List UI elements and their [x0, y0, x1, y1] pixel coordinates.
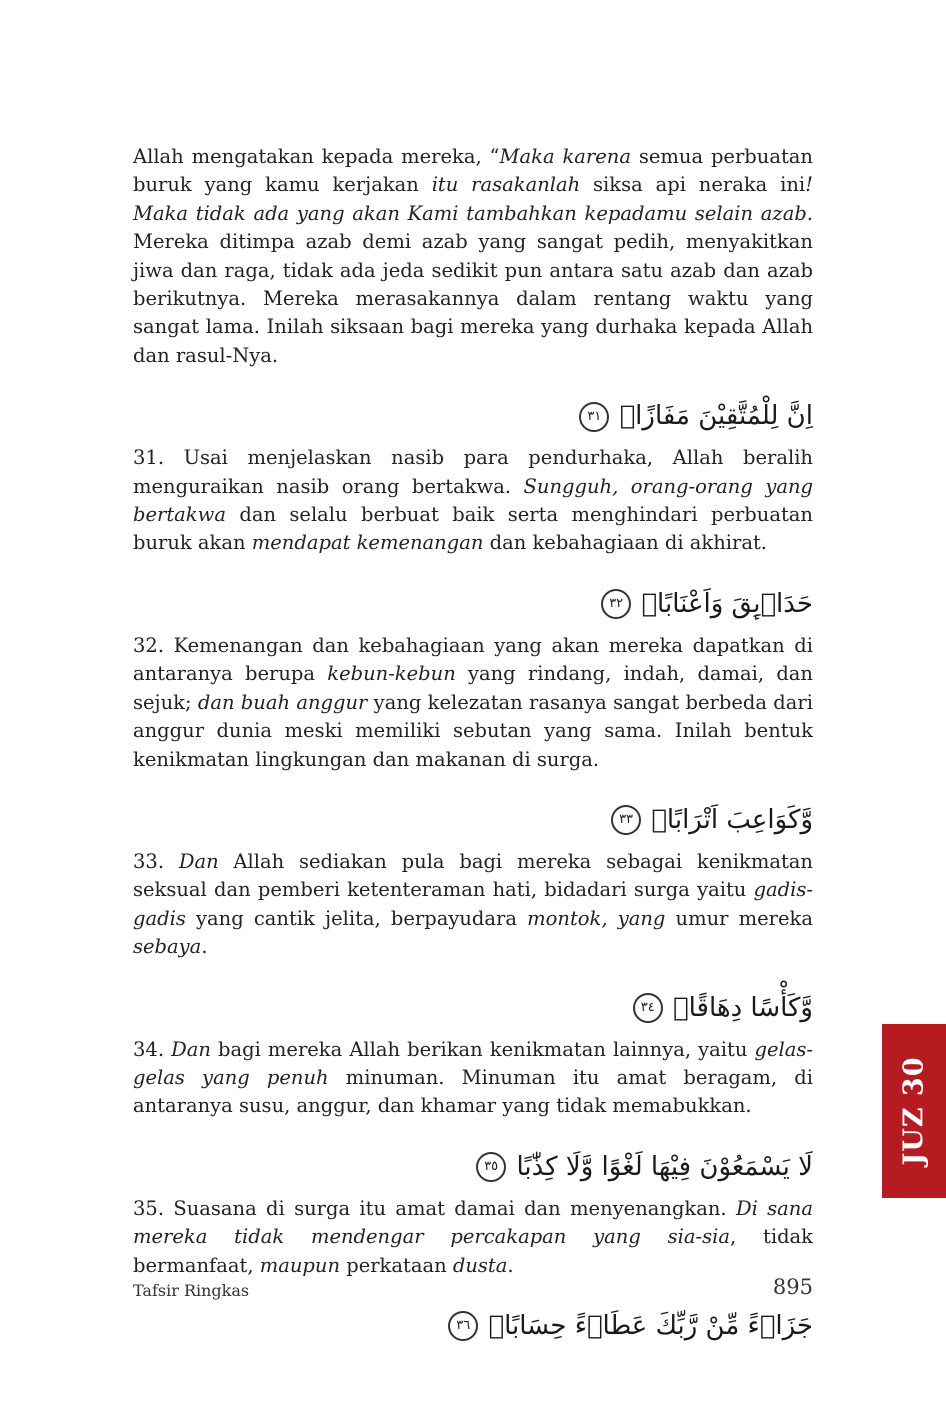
- arabic-verse: [133, 584, 813, 624]
- arabic-verse-text: حَدَاۤىِٕقَ وَاَعْنَابًاۙ: [641, 588, 813, 619]
- tafsir-text: 35. Suasana di surga itu amat damai dan menyenangkan.: [133, 1196, 736, 1220]
- intro-text-3: siksa api neraka ini: [580, 173, 806, 197]
- arabic-verse: [133, 800, 813, 840]
- tafsir-text: 32. Kemenangan dan kebahagiaan yang akan mereka dapatkan di antaranya berupa: [133, 633, 813, 686]
- intro-text-4: Mereka ditimpa azab demi azab yang sangat pedih, menyakitkan jiwa dan raga, tidak ada jeda sedikit pun antara satu azab dan azab berikutnya. Mereka merasakannya dalam rentang waktu yang sangat lama. Inilah siksaan bagi mereka yang durhaka kepada Allah dan rasul-Nya.: [133, 230, 813, 367]
- arabic-verse: [133, 988, 813, 1028]
- tafsir-text: bagi mereka Allah berikan kenikmatan lainnya, yaitu: [210, 1037, 755, 1061]
- ayah-number-icon: ٣٣: [611, 805, 641, 835]
- tafsir-italic-text: Sungguh, orang-orang yang bertakwa: [133, 474, 814, 527]
- tafsir-italic-text: Dan: [171, 1037, 211, 1061]
- footer-page-number: 895: [772, 1275, 813, 1299]
- tafsir-text: , tidak bermanfaat,: [133, 1225, 813, 1277]
- tafsir-paragraph: [133, 444, 813, 558]
- tafsir-paragraph: [133, 1195, 813, 1280]
- tafsir-paragraph: [133, 848, 813, 962]
- ayah-number-icon: ٣٦: [448, 1311, 478, 1341]
- arabic-verse-text: وَّكَأْسًا دِهَاقًاۗ: [673, 992, 813, 1023]
- juz-tab-label: JUZ 30: [898, 1056, 930, 1166]
- body-column: [133, 143, 813, 1354]
- intro-italic-3: ! Maka tidak ada yang akan Kami tambahkan kepadamu selain azab.: [133, 173, 814, 225]
- tafsir-text: yang kelezatan rasanya sangat berbeda dari anggur dunia meski memiliki sebutan yang sama. Inilah bentuk kenikmatan lingkungan dan makanan di surga.: [133, 690, 813, 771]
- intro-italic-2: itu rasakanlah: [431, 173, 581, 197]
- tafsir-text: Allah sediakan pula bagi mereka sebagai kenikmatan seksual dan pemberi ketenteraman hati, bidadari surga yaitu: [133, 849, 813, 902]
- tafsir-text: 31. Usai menjelaskan nasib para pendurhaka, Allah beralih menguraikan nasib orang bertakwa.: [133, 446, 813, 498]
- tafsir-text: yang cantik jelita, berpayudara: [185, 906, 528, 930]
- arabic-verse: [133, 1306, 813, 1346]
- tafsir-text: yang rindang, indah, damai, dan sejuk;: [133, 662, 813, 714]
- tafsir-text: .: [507, 1253, 514, 1277]
- intro-text-2: semua perbuatan buruk yang kamu kerjakan: [133, 145, 813, 197]
- tafsir-italic-text: maupun: [259, 1253, 341, 1277]
- tafsir-text: umur mereka: [665, 906, 813, 930]
- tafsir-paragraph: [133, 632, 813, 774]
- tafsir-text: 33.: [133, 849, 179, 873]
- arabic-verse-text: جَزَاۤءً مِّنْ رَّبِّكَ عَطَاۤءً حِسَابًاۙ: [488, 1310, 813, 1341]
- ayah-number-icon: ٣١: [579, 402, 609, 432]
- ayah-number-icon: ٣٤: [633, 993, 663, 1023]
- tafsir-italic-text: kebun-kebun: [327, 662, 456, 686]
- tafsir-italic-text: gadis-gadis: [133, 878, 813, 930]
- tafsir-text: 34.: [133, 1037, 172, 1061]
- ayah-number-icon: ٣٢: [601, 589, 631, 619]
- tafsir-text: dan selalu berbuat baik serta menghindari perbuatan buruk akan: [133, 503, 813, 555]
- tafsir-italic-text: dan buah anggur: [197, 690, 368, 714]
- ayah-number-icon: ٣٥: [476, 1152, 506, 1182]
- tafsir-italic-text: dusta: [452, 1253, 508, 1277]
- tafsir-italic-text: montok, yang: [527, 906, 666, 930]
- intro-paragraph: [133, 143, 813, 370]
- verses-list: [133, 396, 813, 1346]
- tafsir-italic-text: Dan: [178, 849, 219, 873]
- tafsir-text: perkataan: [340, 1253, 453, 1277]
- juz-tab: [882, 1024, 946, 1198]
- tafsir-text: .: [201, 935, 208, 959]
- arabic-verse: [133, 396, 813, 436]
- arabic-verse-text: لَا يَسْمَعُوْنَ فِيْهَا لَغْوًا وَّلَا كِذّٰبًا: [516, 1151, 813, 1182]
- tafsir-text: dan kebahagiaan di akhirat.: [483, 531, 767, 555]
- tafsir-text: minuman. Minuman itu amat beragam, di antaranya susu, anggur, dan khamar yang tidak memabukkan.: [133, 1065, 814, 1118]
- arabic-verse: [133, 1147, 813, 1187]
- footer-book-title: Tafsir Ringkas: [133, 1281, 250, 1300]
- tafsir-italic-text: gelas-gelas yang penuh: [133, 1037, 813, 1089]
- arabic-verse-text: اِنَّ لِلْمُتَّقِيْنَ مَفَازًاۙ: [619, 401, 813, 432]
- tafsir-paragraph: [133, 1036, 813, 1121]
- intro-italic-1: Maka karena: [499, 145, 631, 168]
- intro-text-1: Allah mengatakan kepada mereka, “: [133, 145, 500, 168]
- tafsir-italic-text: Di sana mereka tidak mendengar percakapan yang sia-sia: [133, 1196, 813, 1249]
- arabic-verse-text: وَّكَوَاعِبَ اَتْرَابًاۙ: [651, 804, 813, 835]
- tafsir-italic-text: sebaya: [133, 935, 202, 959]
- tafsir-italic-text: mendapat kemenangan: [251, 531, 484, 555]
